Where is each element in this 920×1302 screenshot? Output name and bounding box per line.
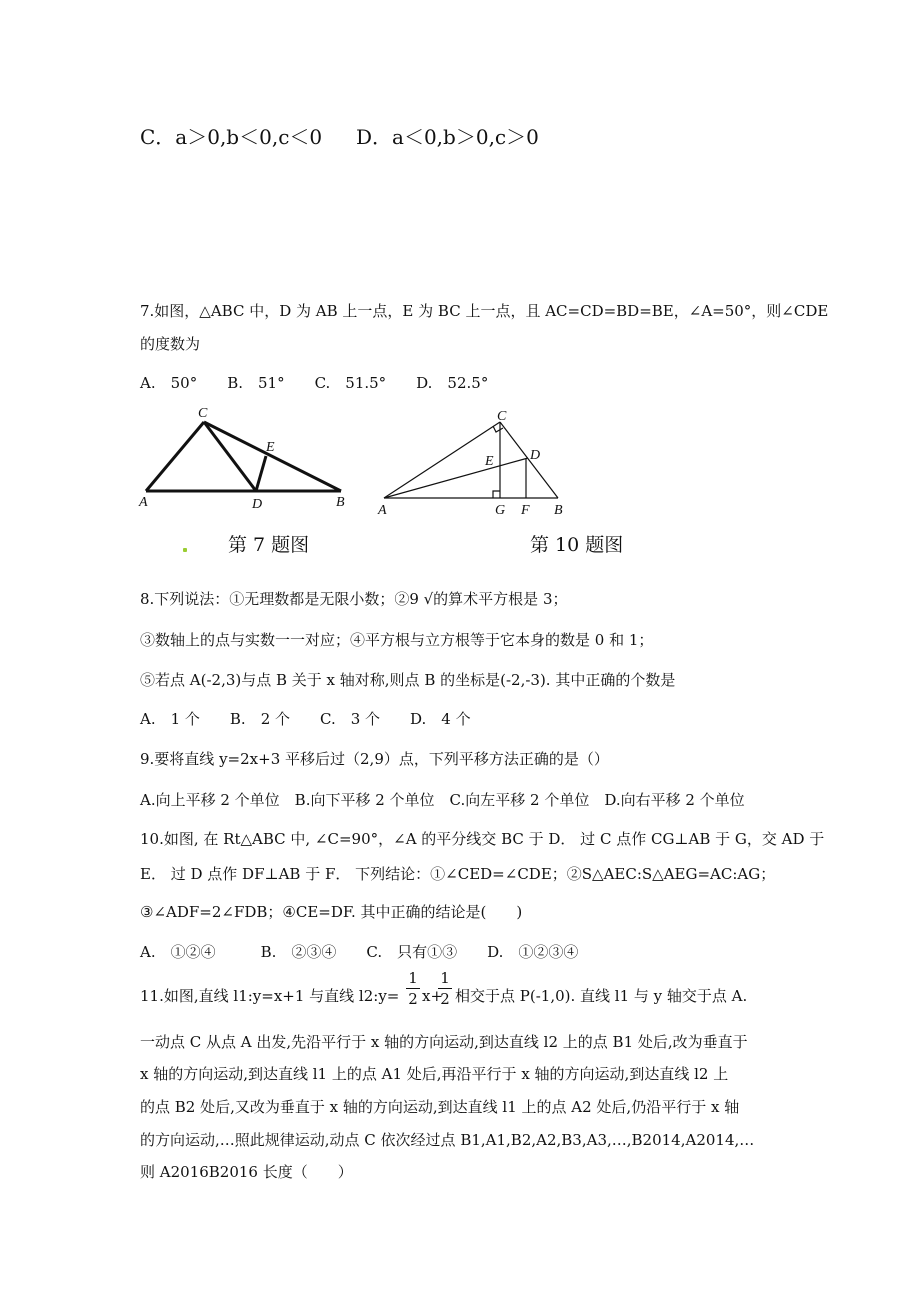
- option-d: D．a＜0,b＞0,c＞0: [356, 125, 539, 149]
- decorative-dot: [183, 548, 187, 552]
- fig10-label-e: E: [485, 454, 494, 469]
- segment-cb: [500, 422, 558, 498]
- q7-stem-line-1: 7.如图，△ABC 中，D 为 AB 上一点，E 为 BC 上一点，且 AC=CD=BD=BE，∠A=50°，则∠CDE: [140, 302, 829, 320]
- fig7-label-e: E: [266, 440, 275, 455]
- q11-line-3: x 轴的方向运动,到达直线 l1 上的点 A1 处后,再沿平行于 x 轴的方向运动,到达直线 l2 上: [140, 1065, 729, 1083]
- fraction-one-half-b: [438, 969, 452, 1008]
- q8-line-3: ⑤若点 A(-2,3)与点 B 关于 x 轴对称,则点 B 的坐标是(-2,-3). 其中正确的个数是: [140, 671, 676, 689]
- q11-line-1c: 相交于点 P(-1,0). 直线 l1 与 y 轴交于点 A.: [455, 987, 748, 1005]
- q9-stem: 9.要将直线 y=2x+3 平移后过（2,9）点，下列平移方法正确的是（）: [140, 750, 609, 768]
- segment-cd: [204, 422, 256, 491]
- q11-line-1b: x+: [422, 987, 444, 1005]
- option-c: C．a＞0,b＜0,c＜0: [140, 125, 323, 149]
- q11-line-2: 一动点 C 从点 A 出发,先沿平行于 x 轴的方向运动,到达直线 l2 上的点 B1 处后,改为垂直于: [140, 1033, 748, 1051]
- q7-stem-line-2: 的度数为: [140, 335, 201, 353]
- fig10-label-d: D: [530, 448, 541, 463]
- segment-ac: [384, 422, 500, 498]
- fig7-label-a: A: [139, 495, 148, 510]
- q11-line-6: 则 A2016B2016 长度（ ）: [140, 1163, 353, 1181]
- right-angle-c: [493, 426, 503, 432]
- fraction-numerator: 1: [408, 969, 418, 987]
- fig10-caption: 第 10 题图: [530, 534, 624, 556]
- segment-cb: [204, 422, 341, 491]
- fraction-bar: [406, 988, 420, 989]
- segment-ac: [146, 422, 204, 491]
- figure-7-triangle: [136, 404, 356, 516]
- fraction-denominator: 2: [440, 990, 450, 1008]
- q9-options: A.向上平移 2 个单位 B.向下平移 2 个单位 C.向左平移 2 个单位 D.向右平移 2 个单位: [140, 791, 745, 809]
- fig7-label-b: B: [336, 495, 345, 510]
- q8-line-1: 8.下列说法：①无理数都是无限小数；②9 √的算术平方根是 3；: [140, 590, 568, 608]
- fig7-caption: 第 7 题图: [228, 534, 310, 556]
- q10-line-2: E． 过 D 点作 DF⊥AB 于 F． 下列结论：①∠CED=∠CDE；②S△AEC:S△AEG=AC:AG；: [140, 865, 776, 883]
- fig10-label-b: B: [554, 503, 563, 518]
- fraction-denominator: 2: [408, 990, 418, 1008]
- q7-options: A. 50° B. 51° C. 51.5° D. 52.5°: [140, 374, 489, 392]
- fraction-bar: [438, 988, 452, 989]
- q10-line-1: 10.如图, 在 Rt△ABC 中, ∠C=90°，∠A 的平分线交 BC 于 D． 过 C 点作 CG⊥AB 于 G，交 AD 于: [140, 830, 825, 848]
- q11-line-4: 的点 B2 处后,又改为垂直于 x 轴的方向运动,到达直线 l1 上的点 A2 处后,仍沿平行于 x 轴: [140, 1098, 740, 1116]
- fig10-label-g: G: [495, 503, 506, 518]
- figure-10-triangle: [376, 404, 576, 520]
- fig7-label-c: C: [198, 406, 208, 421]
- q10-options: A. ①②④ B. ②③④ C. 只有①③ D. ①②③④: [140, 943, 579, 961]
- fig10-label-a: A: [378, 503, 387, 518]
- right-angle-g: [493, 491, 500, 498]
- fraction-numerator: 1: [440, 969, 450, 987]
- q11-line-1a: 11.如图,直线 l1:y=x+1 与直线 l2:y=: [140, 987, 400, 1005]
- q8-options: A. 1 个 B. 2 个 C. 3 个 D. 4 个: [140, 710, 471, 728]
- fig7-label-d: D: [252, 497, 263, 512]
- segment-de: [256, 456, 266, 491]
- fig10-label-f: F: [521, 503, 530, 518]
- q8-line-2: ③数轴上的点与实数一一对应；④平方根与立方根等于它本身的数是 0 和 1；: [140, 631, 654, 649]
- fig10-label-c: C: [497, 409, 507, 424]
- fraction-one-half-a: [406, 969, 420, 1008]
- q11-line-5: 的方向运动,…照此规律运动,动点 C 依次经过点 B1,A1,B2,A2,B3,A3,…,B2014,A2014,…: [140, 1131, 755, 1149]
- segment-ad: [384, 458, 528, 498]
- q10-line-3: ③∠ADF=2∠FDB；④CE=DF. 其中正确的结论是( ): [140, 903, 523, 921]
